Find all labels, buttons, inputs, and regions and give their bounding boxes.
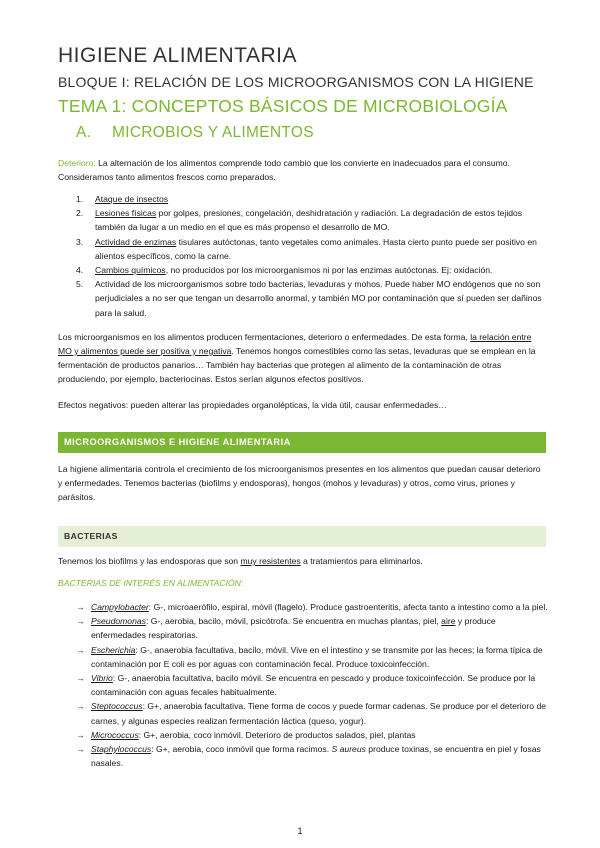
bacterias-subheading: BACTERIAS DE INTERÉS EN ALIMENTACIÓN: [58, 578, 244, 588]
bacterias-paragraph [58, 554, 546, 568]
list-number: 5. [76, 279, 84, 290]
band-label: BACTERIAS [64, 531, 118, 541]
list-item [58, 235, 548, 263]
section-band-bacterias [58, 526, 546, 547]
section-title: MICROBIOS Y ALIMENTOS [112, 124, 314, 141]
bacteria-name: Pseudomonas [91, 616, 146, 627]
list-item [58, 742, 548, 770]
higiene-paragraph: La higiene alimentaria controla el crecimiento de los microorganismos presentes en los alimentos que puedan causar deterioro y enfermedades. Tenemos bacterias (biofilms y endosporas), hongos (mohos y levaduras) y otros, como virus, priones y parásitos. [58, 464, 541, 502]
arrow-icon: → [76, 729, 85, 740]
efectos-paragraph: Efectos negativos: pueden alterar las propiedades organolépticas, la vida útil, causar enfermedades… [58, 400, 447, 410]
list-item [58, 192, 548, 206]
bacteria-name: Vibrio [91, 673, 113, 684]
bacteria-text-b: produce toxinas, se encuentra en piel y fosas nasales. [91, 744, 541, 769]
list-item [58, 277, 548, 320]
list-number: 1. [76, 194, 84, 204]
arrow-icon: → [76, 701, 85, 712]
bloque-heading: BLOQUE I: RELACIÓN DE LOS MICROORGANISMOS CON LA HIGIENE [58, 74, 534, 90]
bacteria-text: : G-, microaerófilo, espiral, móvil (flagelo). Produce gastroenteritis, afecta tanto a intestino como a la piel. [148, 602, 548, 612]
arrow-icon: → [76, 673, 85, 684]
tema-heading: TEMA 1: CONCEPTOS BÁSICOS DE MICROBIOLOGÍA [58, 96, 508, 116]
deterioro-term: Deterioro: [58, 158, 96, 168]
list-item [58, 263, 548, 277]
document-title: HIGIENE ALIMENTARIA [58, 44, 297, 67]
list-term: Actividad de enzimas [95, 236, 177, 247]
list-item [58, 671, 548, 699]
deterioro-paragraph [58, 156, 546, 184]
list-text: , no producidos por los microorganismos ni por las enzimas autóctonas. Ej: oxidación. [165, 265, 493, 276]
list-text: tisulares autóctonas, tanto vegetales como animales. Hasta cierto punto puede ser positivo en alientos específicos, como la carne. [95, 236, 537, 261]
mo-text-underlined: la relación entre MO y alimentos puede ser positiva y negativa [58, 332, 532, 356]
bacteria-text-underlined: aire [441, 616, 456, 627]
mo-text-b: . Tenemos hongos comestibles como las setas, levaduras que se emplean en la fermentación de productos panarios… También hay bacterias que protegen al alimento de la contaminación de otras produciendo, por ejemplo, bacteriocinas. Estos serían algunos efectos positivos. [58, 346, 536, 384]
list-number: 3. [76, 236, 84, 247]
list-item [58, 699, 548, 727]
bacteria-text: : G+, anaerobia facultativa. Tiene forma de cocos y puede formar cadenas. Se produce por el deterioro de carnes, y algunas especies realizan fermentación láctica (queso, yogur). [91, 701, 547, 726]
bacteria-text: : G-, anaerobia facultativa, bacilo móvil. Se encuentra en pescado y produce toxicoinfección. Se produce por la contaminación con aguas fecales habitualmente. [91, 673, 536, 698]
list-number: 4. [76, 265, 84, 276]
bact-text-underlined: muy resistentes [240, 556, 301, 566]
bacteria-text-b: y produce enfermedades respiratorias. [91, 616, 496, 641]
section-band-microorganismos [58, 432, 546, 453]
species-name: S aureus [331, 744, 366, 755]
bacteria-list [58, 600, 548, 770]
bacteria-text: : G-, aerobia, bacilo, móvil, psicótrofa. Se encuentra en muchas plantas, piel, [145, 616, 442, 627]
section-number: A. [76, 124, 92, 141]
list-number: 2. [76, 208, 84, 219]
list-item [58, 614, 548, 642]
arrow-icon: → [76, 644, 85, 655]
mo-text-a: Los microorganismos en los alimentos producen fermentaciones, deterioro o enfermedades. De esta forma, [58, 332, 471, 342]
list-term: Lesiones físicas [95, 208, 157, 219]
bacteria-name: Escherichia [91, 644, 136, 655]
causes-list [58, 192, 548, 320]
mo-paragraph [58, 330, 546, 386]
band-label: MICROORGANISMOS E HIGIENE ALIMENTARIA [64, 437, 291, 447]
page-number: 1 [297, 826, 303, 836]
bacteria-text: : G+, aerobia, coco inmóvil que forma racimos. [151, 744, 332, 755]
bacteria-name: Steptococcus [91, 701, 143, 712]
bact-text-a: Tenemos los biofilms y las endosporas que son [58, 556, 241, 566]
bacteria-name: Staphylococcus [91, 744, 152, 755]
list-term: Cambios químicos [95, 265, 166, 276]
bacteria-name: Campylobacter [91, 602, 149, 612]
list-item [58, 643, 548, 671]
list-item [58, 600, 548, 614]
bacteria-text: : G-, anaerobia facultativa, bacilo, móvil. Vive en el intestino y se transmite por las heces; la forma típica de contaminación por E coli es por aguas con contaminación fecal. Produce toxicoinfección. [91, 644, 543, 669]
list-item [58, 206, 548, 234]
list-item [58, 728, 548, 742]
deterioro-text: La alternación de los alimentos comprende todo cambio que los convierte en inadecuados para el consumo. Consideramos tanto alimentos frescos como preparados. [58, 158, 510, 182]
list-text: Actividad de los microorganismos sobre todo bacterias, levaduras y mohos. Puede haber MO endógenos que no son perjudiciales a no ser que tengan un desarrollo anormal, y también MO por contaminación que sí pueden ser dañinos para la salud. [95, 279, 542, 318]
list-text: por golpes, presiones, congelación, deshidratación y radiación. La degradación de estos tejidos también da lugar a un medio en el que es más propenso el desarrollo de MO. [95, 208, 523, 233]
section-heading [76, 124, 314, 142]
arrow-icon: → [76, 602, 85, 612]
bact-text-b: a tratamientos para eliminarlos. [300, 556, 423, 566]
list-term: Ataque de insectos [95, 194, 169, 204]
bacteria-text: : G+, aerobia, coco inmóvil. Deterioro de productos salados, piel, plantas [138, 729, 416, 740]
arrow-icon: → [76, 616, 85, 627]
arrow-icon: → [76, 744, 85, 755]
bacteria-name: Micrococcus [91, 729, 139, 740]
